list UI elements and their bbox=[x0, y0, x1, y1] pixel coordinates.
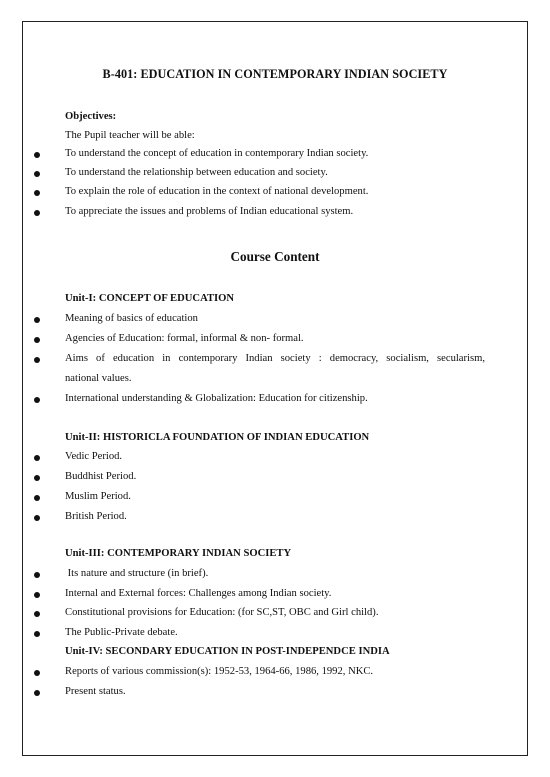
bullet-icon bbox=[34, 475, 40, 481]
unit-heading: Unit-I: CONCEPT OF EDUCATION bbox=[65, 293, 235, 304]
bullet-icon bbox=[34, 611, 40, 617]
bullet-icon bbox=[34, 690, 40, 696]
bullet-icon bbox=[34, 515, 40, 521]
unit-item: The Public-Private debate. bbox=[65, 627, 178, 638]
unit-item: Meaning of basics of education bbox=[65, 313, 198, 324]
unit-item: Its nature and structure (in brief). bbox=[65, 568, 209, 579]
bullet-icon bbox=[34, 670, 40, 676]
unit-item: International understanding & Globalization: Education for citizenship. bbox=[65, 393, 368, 404]
unit-item-continuation: national values. bbox=[65, 373, 132, 384]
bullet-icon bbox=[34, 152, 40, 158]
unit-item: Internal and External forces: Challenges among Indian society. bbox=[65, 588, 332, 599]
unit-item: Aims of education in contemporary Indian society : democracy, socialism, secularism, bbox=[65, 353, 485, 364]
bullet-icon bbox=[34, 592, 40, 598]
bullet-icon bbox=[34, 572, 40, 578]
objective-item: To understand the relationship between education and society. bbox=[65, 167, 328, 178]
bullet-icon bbox=[34, 631, 40, 637]
bullet-icon bbox=[34, 337, 40, 343]
unit-item: Muslim Period. bbox=[65, 491, 131, 502]
objective-item: To explain the role of education in the context of national development. bbox=[65, 186, 369, 197]
unit-item: Vedic Period. bbox=[65, 451, 123, 462]
unit-item: Present status. bbox=[65, 686, 126, 697]
bullet-icon bbox=[34, 171, 40, 177]
unit-heading: Unit-II: HISTORICLA FOUNDATION OF INDIAN EDUCATION bbox=[65, 432, 370, 443]
unit-item: Agencies of Education: formal, informal & non- formal. bbox=[65, 333, 304, 344]
objectives-heading: Objectives: bbox=[65, 111, 117, 122]
bullet-icon bbox=[34, 397, 40, 403]
objective-item: To appreciate the issues and problems of Indian educational system. bbox=[65, 206, 354, 217]
unit-item: Reports of various commission(s): 1952-53, 1964-66, 1986, 1992, NKC. bbox=[65, 666, 374, 677]
objective-item: To understand the concept of education in contemporary Indian society. bbox=[65, 148, 369, 159]
unit-item: British Period. bbox=[65, 511, 127, 522]
unit-item: Constitutional provisions for Education: (for SC,ST, OBC and Girl child). bbox=[65, 607, 379, 618]
unit-item: Buddhist Period. bbox=[65, 471, 137, 482]
bullet-icon bbox=[34, 357, 40, 363]
course-content-heading: Course Content bbox=[230, 249, 320, 264]
bullet-icon bbox=[34, 190, 40, 196]
document-title: B-401: EDUCATION IN CONTEMPORARY INDIAN SOCIETY bbox=[102, 67, 448, 81]
bullet-icon bbox=[34, 495, 40, 501]
unit-heading: Unit-IV: SECONDARY EDUCATION IN POST-INDEPENDCE INDIA bbox=[65, 646, 390, 657]
unit-heading: Unit-III: CONTEMPORARY INDIAN SOCIETY bbox=[65, 548, 292, 559]
bullet-icon bbox=[34, 317, 40, 323]
objectives-intro: The Pupil teacher will be able: bbox=[65, 130, 195, 141]
bullet-icon bbox=[34, 210, 40, 216]
bullet-icon bbox=[34, 455, 40, 461]
